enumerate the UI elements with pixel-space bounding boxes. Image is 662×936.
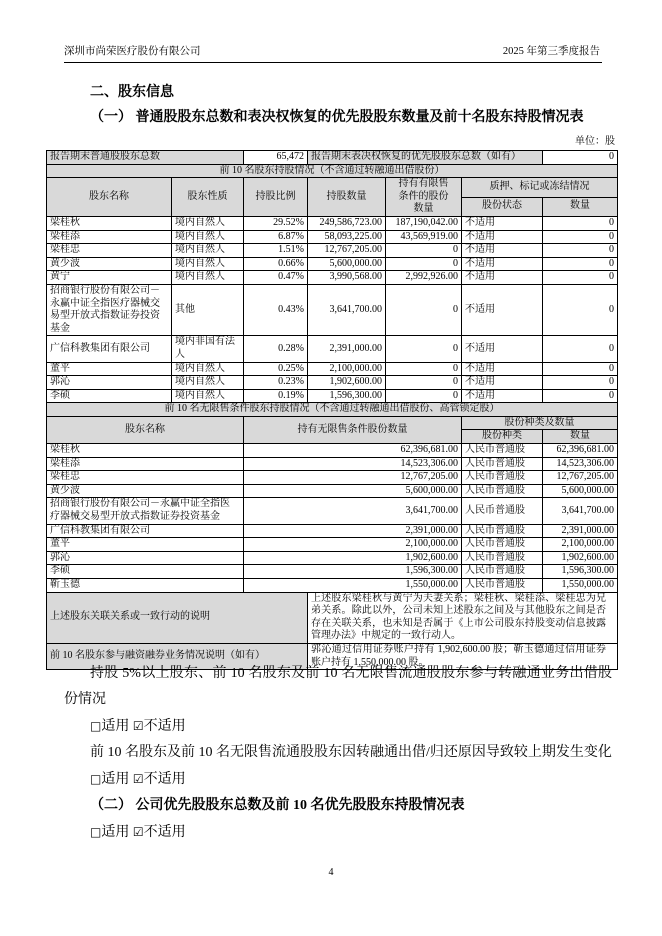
share-class: 人民币普通股	[462, 579, 543, 593]
page-number: 4	[328, 867, 334, 878]
holding-shares: 1,902,600.00	[308, 376, 386, 390]
table-row	[47, 257, 618, 271]
holding-ratio: 0.23%	[244, 376, 308, 390]
shareholder-name: 梁桂添	[47, 230, 172, 244]
shareholder-name: 广信科教集团有限公司	[47, 336, 172, 362]
table-row	[47, 389, 618, 403]
holding-shares: 58,093,225.00	[308, 230, 386, 244]
pledge-quantity: 0	[543, 271, 618, 285]
header-report-title: 2025 年第三季度报告	[502, 46, 600, 57]
margin-trading-text: 郭沁通过信用证券账户持有 1,902,600.00 股；靳玉德通过信用证券账户持有 1,550,000.00 股。	[308, 643, 618, 669]
column-header-shares: 持股数量	[308, 178, 386, 217]
pledge-status: 不适用	[462, 336, 543, 362]
column-header-class: 股份种类	[462, 430, 543, 444]
shareholder-nature: 境内自然人	[172, 362, 244, 376]
shareholder-name: 郭沁	[47, 376, 172, 390]
shareholder-name: 梁桂秋	[47, 444, 244, 458]
common-holders-value: 65,472	[244, 151, 308, 165]
shareholder-nature: 境内自然人	[172, 271, 244, 285]
shareholder-table	[46, 150, 618, 670]
shareholder-nature: 境内自然人	[172, 230, 244, 244]
pledge-quantity: 0	[543, 284, 618, 335]
summary-section	[47, 151, 618, 165]
checkbox-checked-icon: ☑	[132, 772, 144, 786]
option-applicable: 适用	[101, 772, 130, 787]
column-header-ratio: 持股比例	[244, 178, 308, 217]
pledge-status: 不适用	[462, 362, 543, 376]
table-row	[47, 551, 618, 565]
table-row	[47, 244, 618, 258]
pledge-quantity: 0	[543, 389, 618, 403]
shareholder-nature: 境内自然人	[172, 244, 244, 258]
share-quantity: 5,600,000.00	[543, 484, 618, 498]
column-header-name: 股东名称	[47, 178, 172, 217]
option-applicable: 适用	[101, 825, 130, 840]
shareholder-name: 梁桂忠	[47, 471, 244, 485]
checkbox-unchecked-icon: □	[90, 825, 102, 839]
shareholder-name: 郭沁	[47, 551, 244, 565]
change-title: 前 10 名股东及前 10 名无限售流通股股东因转融通出借/归还原因导致较上期发生变化	[90, 745, 612, 760]
holding-shares: 3,990,568.00	[308, 271, 386, 285]
header-rule	[64, 62, 602, 63]
column-header-nature: 股东性质	[172, 178, 244, 217]
holding-shares: 2,391,000.00	[308, 336, 386, 362]
shareholder-name: 广信科教集团有限公司	[47, 524, 244, 538]
shareholder-name: 梁桂忠	[47, 244, 172, 258]
holding-shares: 3,641,700.00	[308, 284, 386, 335]
preferred-title: （二） 公司优先股股东总数及前 10 名优先股股东持股情况表	[90, 798, 465, 813]
column-header-restricted: 持有有限售条件的股份数量	[386, 178, 462, 217]
shareholder-name: 梁桂秋	[47, 216, 172, 230]
share-quantity: 62,396,681.00	[543, 444, 618, 458]
restricted-shares: 2,992,926.00	[386, 271, 462, 285]
shareholder-name: 黄宁	[47, 271, 172, 285]
shareholder-name: 李硕	[47, 389, 172, 403]
option-not-applicable: 不适用	[143, 719, 186, 734]
shareholder-name: 梁桂添	[47, 457, 244, 471]
notes-section	[47, 592, 618, 670]
share-class: 人民币普通股	[462, 538, 543, 552]
restricted-shares: 0	[386, 257, 462, 271]
pledge-quantity: 0	[543, 257, 618, 271]
column-header-status: 股份状态	[462, 197, 543, 216]
table-row	[47, 216, 618, 230]
pledge-status: 不适用	[462, 257, 543, 271]
unrestricted-shares: 1,596,300.00	[244, 565, 462, 579]
lending-title: 持股 5%以上股东、前 10 名股东及前 10 名无限售流通股股东参与转融通业务出借股份情况	[64, 666, 612, 707]
holding-ratio: 0.28%	[244, 336, 308, 362]
top10-title: 前 10 名股东持股情况（不含通过转融通出借股份）	[47, 164, 618, 178]
share-quantity: 2,100,000.00	[543, 538, 618, 552]
table-row	[47, 457, 618, 471]
checkbox-unchecked-icon: □	[90, 719, 102, 733]
unrestricted-shares: 3,641,700.00	[244, 498, 462, 524]
relation-label: 上述股东关联关系或一致行动的说明	[47, 592, 308, 643]
margin-trading-label: 前 10 名股东参与融资融券业务情况说明（如有）	[47, 643, 308, 669]
top10-title-row	[47, 164, 618, 178]
preferred-holders-value: 0	[543, 151, 618, 165]
table-row	[47, 524, 618, 538]
unrestricted-shares: 14,523,306.00	[244, 457, 462, 471]
table-row	[47, 498, 618, 524]
unrestricted-title: 前 10 名无限售条件股东持股情况（不含通过转融通出借股份、高管锁定股）	[47, 403, 618, 417]
table-row	[47, 484, 618, 498]
relation-text: 上述股东梁桂秋与黄宁为夫妻关系；梁桂秋、梁桂添、梁桂忠为兄弟关系。除此以外，公司未知上述股东之间及与其他股东之间是否存在关联关系，也未知是否属于《上市公司股东持股变动信息披露管理办法》中规定的一致行动人。	[308, 592, 618, 643]
column-header-class-quantity: 股份种类及数量	[462, 416, 618, 430]
shareholder-nature: 境内自然人	[172, 216, 244, 230]
shareholder-name: 黄少波	[47, 257, 172, 271]
holding-shares: 5,600,000.00	[308, 257, 386, 271]
unrestricted-shares: 1,550,000.00	[244, 579, 462, 593]
table-row	[47, 376, 618, 390]
checkbox-unchecked-icon: □	[90, 772, 102, 786]
share-class: 人民币普通股	[462, 565, 543, 579]
shareholder-name: 黄少波	[47, 484, 244, 498]
pledge-quantity: 0	[543, 362, 618, 376]
share-quantity: 14,523,306.00	[543, 457, 618, 471]
pledge-status: 不适用	[462, 230, 543, 244]
checkbox-checked-icon: ☑	[132, 825, 144, 839]
pledge-status: 不适用	[462, 244, 543, 258]
shareholder-name: 董平	[47, 538, 244, 552]
share-quantity: 1,550,000.00	[543, 579, 618, 593]
shareholder-nature: 境内非国有法人	[172, 336, 244, 362]
column-header-name: 股东名称	[47, 416, 244, 443]
body-text	[64, 661, 612, 846]
restricted-shares: 0	[386, 362, 462, 376]
pledge-status: 不适用	[462, 216, 543, 230]
shareholder-name: 靳玉德	[47, 579, 244, 593]
holding-ratio: 0.66%	[244, 257, 308, 271]
pledge-quantity: 0	[543, 216, 618, 230]
table-row	[47, 271, 618, 285]
holding-shares: 12,767,205.00	[308, 244, 386, 258]
share-class: 人民币普通股	[462, 498, 543, 524]
share-class: 人民币普通股	[462, 551, 543, 565]
section-title: 二、股东信息	[90, 85, 174, 100]
checkbox-checked-icon: ☑	[132, 719, 144, 733]
unrestricted-shares: 2,100,000.00	[244, 538, 462, 552]
holding-ratio: 29.52%	[244, 216, 308, 230]
shareholder-nature: 境内自然人	[172, 389, 244, 403]
unit-label: 单位：股	[575, 136, 615, 147]
table-row	[47, 444, 618, 458]
subsection-title: （一） 普通股股东总数和表决权恢复的优先股股东数量及前十名股东持股情况表	[90, 110, 584, 125]
holding-ratio: 0.47%	[244, 271, 308, 285]
holding-shares: 2,100,000.00	[308, 362, 386, 376]
share-quantity: 1,902,600.00	[543, 551, 618, 565]
share-quantity: 1,596,300.00	[543, 565, 618, 579]
restricted-shares: 0	[386, 336, 462, 362]
unrestricted-title-row	[47, 403, 618, 417]
share-quantity: 2,391,000.00	[543, 524, 618, 538]
unrestricted-header-section	[47, 403, 618, 444]
shareholder-name: 招商银行股份有限公司－永赢中证全指医疗器械交易型开放式指数证券投资基金	[47, 284, 172, 335]
holding-ratio: 1.51%	[244, 244, 308, 258]
shareholder-nature: 境内自然人	[172, 257, 244, 271]
column-header-unrestricted-shares: 持有无限售条件股份数量	[244, 416, 462, 443]
holding-shares: 249,586,723.00	[308, 216, 386, 230]
unrestricted-shares: 2,391,000.00	[244, 524, 462, 538]
pledge-status: 不适用	[462, 376, 543, 390]
table-row	[47, 362, 618, 376]
share-class: 人民币普通股	[462, 471, 543, 485]
shareholder-name: 招商银行股份有限公司－永赢中证全指医疗器械交易型开放式指数证券投资基金	[47, 498, 244, 524]
share-quantity: 12,767,205.00	[543, 471, 618, 485]
preferred-options	[64, 819, 612, 846]
shareholder-name: 董平	[47, 362, 172, 376]
restricted-shares: 0	[386, 389, 462, 403]
preferred-holders-label: 报告期末表决权恢复的优先股股东总数（如有）	[308, 151, 543, 165]
pledge-quantity: 0	[543, 244, 618, 258]
unrestricted-shares: 5,600,000.00	[244, 484, 462, 498]
top10-rows	[47, 216, 618, 402]
pledge-quantity: 0	[543, 376, 618, 390]
holding-ratio: 6.87%	[244, 230, 308, 244]
column-header-pledge: 质押、标记或冻结情况	[462, 178, 618, 197]
restricted-shares: 0	[386, 376, 462, 390]
holding-ratio: 0.19%	[244, 389, 308, 403]
pledge-status: 不适用	[462, 389, 543, 403]
restricted-shares: 0	[386, 284, 462, 335]
shareholder-name: 李硕	[47, 565, 244, 579]
shareholder-nature: 境内自然人	[172, 376, 244, 390]
unrestricted-shares: 62,396,681.00	[244, 444, 462, 458]
relation-row	[47, 592, 618, 643]
top10-header-row	[47, 178, 618, 197]
holding-shares: 1,596,300.00	[308, 389, 386, 403]
share-class: 人民币普通股	[462, 457, 543, 471]
share-class: 人民币普通股	[462, 444, 543, 458]
option-applicable: 适用	[101, 719, 130, 734]
change-options	[64, 766, 612, 793]
table-row	[47, 579, 618, 593]
holding-ratio: 0.25%	[244, 362, 308, 376]
table-row	[47, 230, 618, 244]
table-row	[47, 565, 618, 579]
unrestricted-header-row	[47, 416, 618, 430]
share-class: 人民币普通股	[462, 524, 543, 538]
unrestricted-shares: 12,767,205.00	[244, 471, 462, 485]
unrestricted-shares: 1,902,600.00	[244, 551, 462, 565]
share-class: 人民币普通股	[462, 484, 543, 498]
shareholder-nature: 其他	[172, 284, 244, 335]
restricted-shares: 187,190,042.00	[386, 216, 462, 230]
holding-ratio: 0.43%	[244, 284, 308, 335]
lending-options	[64, 713, 612, 740]
table-row	[47, 538, 618, 552]
pledge-quantity: 0	[543, 336, 618, 362]
common-holders-label: 报告期末普通股股东总数	[47, 151, 244, 165]
table-row	[47, 284, 618, 335]
pledge-quantity: 0	[543, 230, 618, 244]
pledge-status: 不适用	[462, 271, 543, 285]
restricted-shares: 0	[386, 244, 462, 258]
unrestricted-rows	[47, 444, 618, 593]
restricted-shares: 43,569,919.00	[386, 230, 462, 244]
summary-row	[47, 151, 618, 165]
pledge-status: 不适用	[462, 284, 543, 335]
share-quantity: 3,641,700.00	[543, 498, 618, 524]
table-row	[47, 336, 618, 362]
table-row	[47, 471, 618, 485]
option-not-applicable: 不适用	[143, 772, 186, 787]
column-header-quantity: 数量	[543, 430, 618, 444]
column-header-quantity: 数量	[543, 197, 618, 216]
option-not-applicable: 不适用	[143, 825, 186, 840]
top10-header-section	[47, 164, 618, 216]
header-company-name: 深圳市尚荣医疗股份有限公司	[64, 46, 201, 57]
